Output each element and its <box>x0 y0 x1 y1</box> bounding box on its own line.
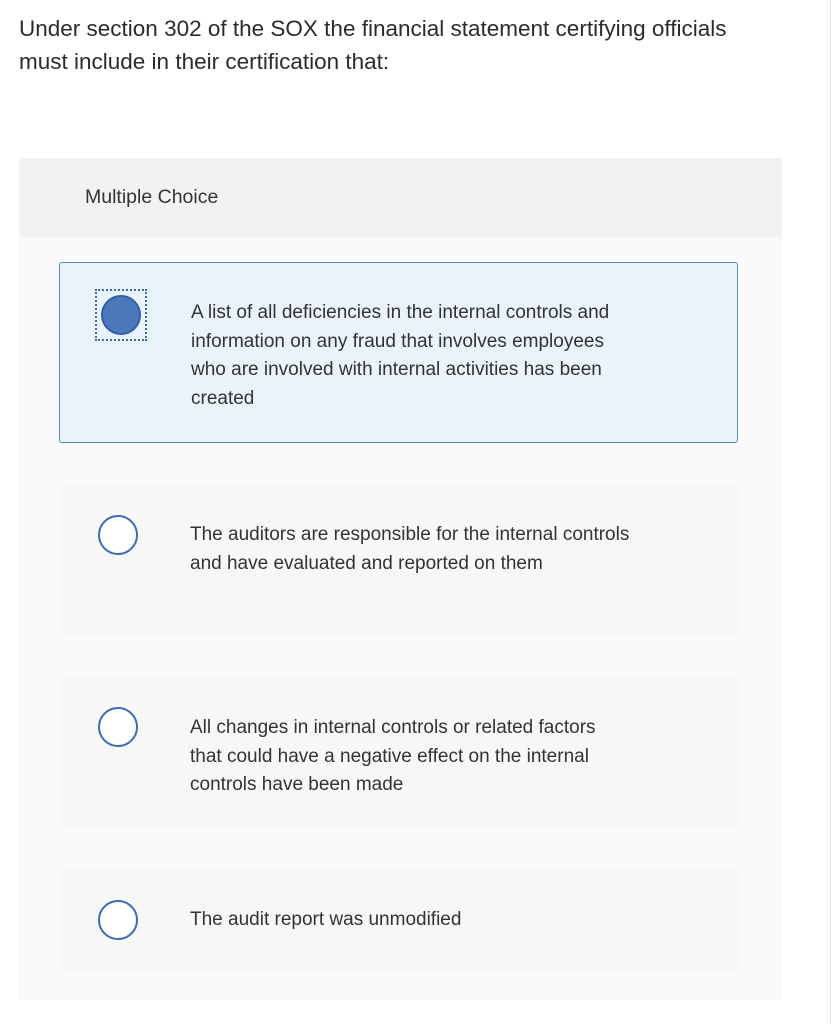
radio-focus-ring <box>95 289 147 341</box>
multiple-choice-title: Multiple Choice <box>85 186 219 208</box>
right-divider <box>830 0 831 1024</box>
multiple-choice-panel <box>19 158 782 1000</box>
answer-option-3[interactable] <box>59 676 738 829</box>
answer-option-label: The audit report was unmodified <box>190 909 462 930</box>
answer-option-2[interactable] <box>59 483 738 637</box>
radio-selected-icon[interactable] <box>101 295 141 335</box>
radio-unselected-icon[interactable] <box>98 515 138 555</box>
multiple-choice-header <box>19 158 782 237</box>
answer-option-4[interactable] <box>59 869 738 972</box>
radio-unselected-icon[interactable] <box>98 900 138 940</box>
question-text: Under section 302 of the SOX the financial statement certifying officials must include in their certification that: <box>19 16 727 74</box>
answer-option-1[interactable] <box>59 262 738 443</box>
answer-option-label: A list of all deficiencies in the internal controls and information on any fraud that involves employees who are involved with internal activities has been created <box>191 302 610 409</box>
answer-option-label: All changes in internal controls or related factors that could have a negative effect on the internal controls have been made <box>190 717 596 795</box>
answer-option-label: The auditors are responsible for the internal controls and have evaluated and reported on them <box>190 524 630 574</box>
radio-unselected-icon[interactable] <box>98 707 138 747</box>
